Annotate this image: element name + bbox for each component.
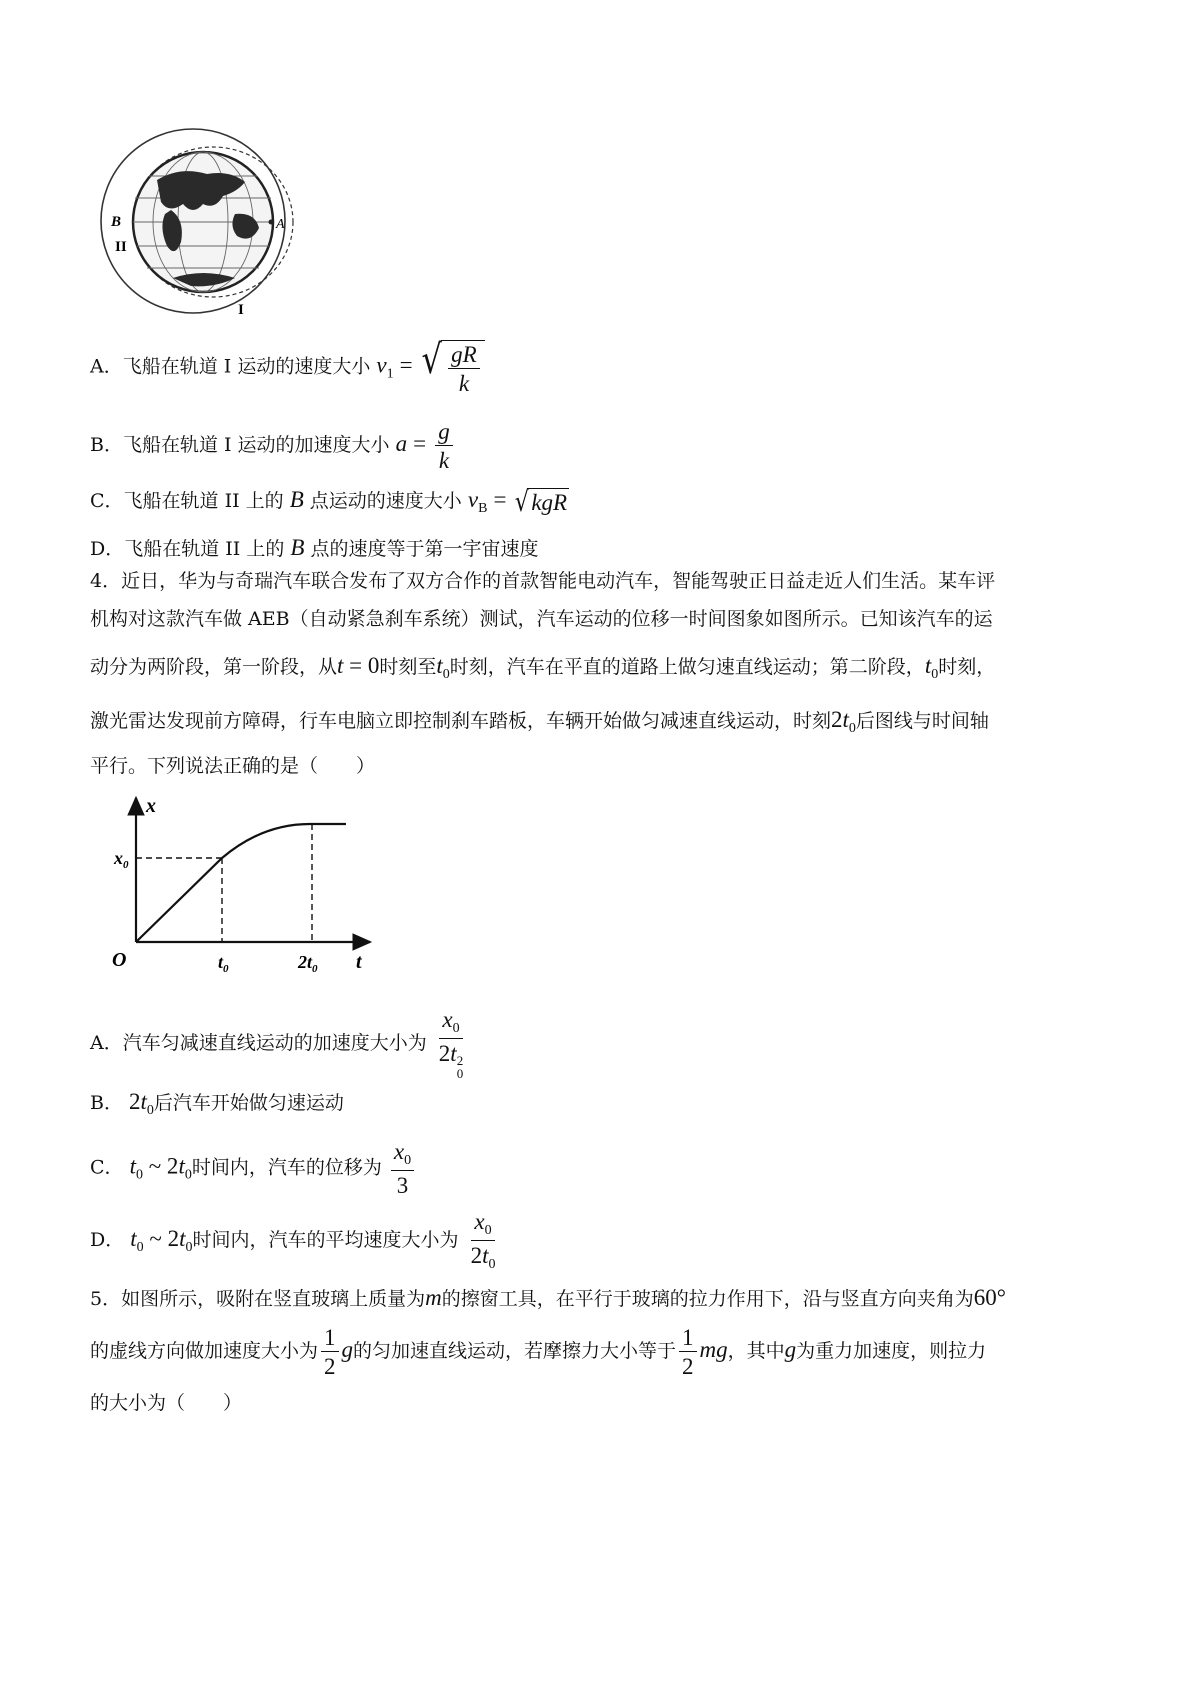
- q4-line-5: 平行。下列说法正确的是（ ）: [90, 755, 376, 777]
- math-var: t: [130, 1226, 137, 1251]
- q5-text: 为重力加速度，则拉力: [796, 1340, 987, 1362]
- frac-denominator: k: [438, 448, 450, 473]
- option-text: 汽车匀减速直线运动的加速度大小为: [122, 1032, 427, 1054]
- math-sub: 0: [452, 1021, 460, 1036]
- sqrt-expression: √ $\frac{gR}{k}$: [419, 340, 485, 395]
- q5-line-1: [90, 1286, 1006, 1309]
- math-var: t: [436, 653, 443, 678]
- math-angle: 60°: [973, 1285, 1006, 1310]
- q4-line-1: 4．近日，华为与奇瑞汽车联合发布了双方合作的首款智能电动汽车，智能驾驶正日益走近人们生活。某车评: [90, 570, 996, 592]
- math-var: v: [376, 352, 387, 378]
- x-axis-label: t: [356, 951, 362, 973]
- math-sub: 0: [456, 1066, 464, 1081]
- option-letter: D．: [90, 1229, 125, 1251]
- math-sub: 0: [931, 667, 939, 682]
- frac-denominator: 2: [324, 1354, 336, 1379]
- option-text: 时间内，汽车的位移为: [191, 1156, 382, 1179]
- math-sub: 0: [184, 1167, 192, 1183]
- math-var: v: [467, 487, 479, 512]
- math-sub: 0: [146, 1103, 154, 1118]
- q4-option-b: [90, 1090, 344, 1118]
- math-coef: 2: [470, 1243, 483, 1268]
- label-a: A: [276, 217, 285, 232]
- q4-line-4: [90, 708, 989, 736]
- q4-text: 激光雷达发现前方障碍，行车电脑立即控制刹车踏板，车辆开始做匀减速直线运动，时刻: [90, 710, 832, 732]
- option-text: 飞船在轨道 I 运动的速度大小: [122, 355, 371, 378]
- math-sub: 0: [136, 1240, 144, 1255]
- q4-option-a: [90, 1008, 469, 1080]
- frac-numerator: x: [393, 1139, 405, 1164]
- q4-text: 时刻至: [379, 656, 437, 678]
- frac-denominator: t: [450, 1041, 457, 1066]
- q4-text: 后图线与时间轴: [855, 710, 989, 732]
- frac-numerator: 1: [679, 1326, 697, 1352]
- math-sub: 0: [404, 1153, 412, 1168]
- option-text: 点运动的速度大小: [309, 490, 462, 512]
- option-text: 时间内，汽车的平均速度大小为: [192, 1229, 459, 1251]
- q4-line-2: 机构对这款汽车做 AEB（自动紧急刹车系统）测试，汽车运动的位移一时间图象如图所示。已知该汽车的运: [90, 608, 993, 630]
- q5-line-2: [90, 1326, 986, 1378]
- point-label: B: [290, 535, 305, 560]
- math-sub: 0: [442, 667, 450, 682]
- math-sub: 0: [488, 1257, 496, 1272]
- origin-label: O: [112, 949, 127, 971]
- frac-numerator: g: [435, 420, 453, 446]
- math-var: g: [784, 1337, 797, 1362]
- math-eq: =: [413, 431, 427, 456]
- math-var: mg: [699, 1337, 728, 1362]
- option-letter: D．: [90, 538, 125, 560]
- point-label: B: [289, 487, 304, 512]
- math-tilde: ~ 2: [143, 1226, 180, 1251]
- q4-text: 时刻，汽车在平直的道路上做匀速直线运动；第二阶段，: [449, 656, 925, 678]
- math-var: m: [425, 1285, 442, 1310]
- math-sub: B: [478, 501, 488, 516]
- math-sub: 0: [484, 1223, 492, 1238]
- x0-label: $x_0$: [114, 848, 129, 871]
- math-coef: 2: [438, 1041, 451, 1066]
- frac-denominator: t: [482, 1243, 489, 1268]
- q5-text: ，其中: [727, 1340, 785, 1362]
- math-eq: =: [399, 352, 413, 378]
- frac-numerator: x: [442, 1007, 453, 1032]
- q5-text: 的虚线方向做加速度大小为: [90, 1340, 319, 1362]
- point-a-marker: [269, 220, 274, 225]
- math-var: g: [341, 1337, 354, 1362]
- math-sub: 0: [848, 721, 856, 736]
- math-coef: 2: [831, 707, 843, 732]
- label-orbit-2: II: [115, 239, 127, 255]
- math-sub: 0: [185, 1240, 193, 1255]
- q3-option-c: [90, 485, 569, 518]
- q4-option-c: [90, 1140, 417, 1197]
- frac-denominator: 2: [682, 1354, 694, 1379]
- q3-option-a: [90, 337, 485, 396]
- option-letter: A．: [90, 355, 123, 378]
- xt-graph: [100, 792, 390, 977]
- sqrt-radicand: kgR: [527, 488, 569, 516]
- option-letter: C．: [90, 1156, 124, 1179]
- q4-line-3: [90, 654, 995, 682]
- q3-option-b: [90, 420, 456, 472]
- q5-text: 的擦窗工具，在平行于玻璃的拉力作用下，沿与竖直方向夹角为: [441, 1288, 974, 1310]
- math-var: t: [337, 653, 344, 678]
- q4-option-d: [90, 1210, 501, 1272]
- math-var: t: [129, 1153, 136, 1179]
- option-letter: A．: [90, 1032, 123, 1054]
- q4-text: 时刻，: [938, 656, 996, 678]
- sqrt-expression: √ kgR: [514, 485, 568, 518]
- option-text: 飞船在轨道 II 上的: [123, 490, 284, 512]
- math-var: t: [140, 1089, 147, 1114]
- math-coef: 2: [129, 1089, 141, 1114]
- option-text: 后汽车开始做匀速运动: [153, 1092, 344, 1114]
- frac-denominator: k: [458, 371, 470, 396]
- math-var: t: [842, 707, 849, 732]
- frac-numerator: x: [474, 1209, 485, 1234]
- q4-text: 动分为两阶段，第一阶段，从: [90, 656, 338, 678]
- y-axis-label: x: [146, 795, 156, 817]
- label-b: B: [111, 214, 122, 230]
- math-eq: = 0: [343, 653, 380, 678]
- math-var: t: [178, 1153, 185, 1179]
- math-sup: 2: [456, 1053, 464, 1068]
- label-orbit-1: I: [238, 302, 244, 318]
- math-eq: =: [493, 487, 507, 512]
- math-sub: 0: [135, 1167, 143, 1183]
- frac-numerator: gR: [448, 343, 480, 369]
- q5-line-3: 的大小为（ ）: [90, 1392, 243, 1414]
- option-letter: C．: [90, 490, 124, 512]
- option-text: 飞船在轨道 I 运动的加速度大小: [122, 434, 390, 456]
- math-var: a: [395, 431, 408, 456]
- math-sub: 1: [386, 366, 394, 382]
- xt-curve: [136, 824, 346, 942]
- math-tilde: ~ 2: [142, 1153, 179, 1179]
- option-text: 飞船在轨道 II 上的: [124, 538, 285, 560]
- q3-option-d: [90, 536, 539, 559]
- earth-orbit-figure: [95, 118, 300, 323]
- option-letter: B．: [90, 1092, 123, 1114]
- q5-text: 5．如图所示，吸附在竖直玻璃上质量为: [90, 1288, 426, 1310]
- option-text: 点的速度等于第一宇宙速度: [310, 538, 539, 560]
- math-var: t: [924, 653, 932, 678]
- t0-label: $t_0$: [218, 952, 229, 975]
- option-letter: B．: [90, 434, 123, 456]
- q5-text: 的匀加速直线运动，若摩擦力大小等于: [353, 1340, 677, 1362]
- math-var: t: [179, 1226, 186, 1251]
- 2t0-label: $2t_0$: [298, 952, 318, 975]
- frac-denominator: 3: [396, 1173, 409, 1198]
- frac-numerator: 1: [321, 1326, 339, 1352]
